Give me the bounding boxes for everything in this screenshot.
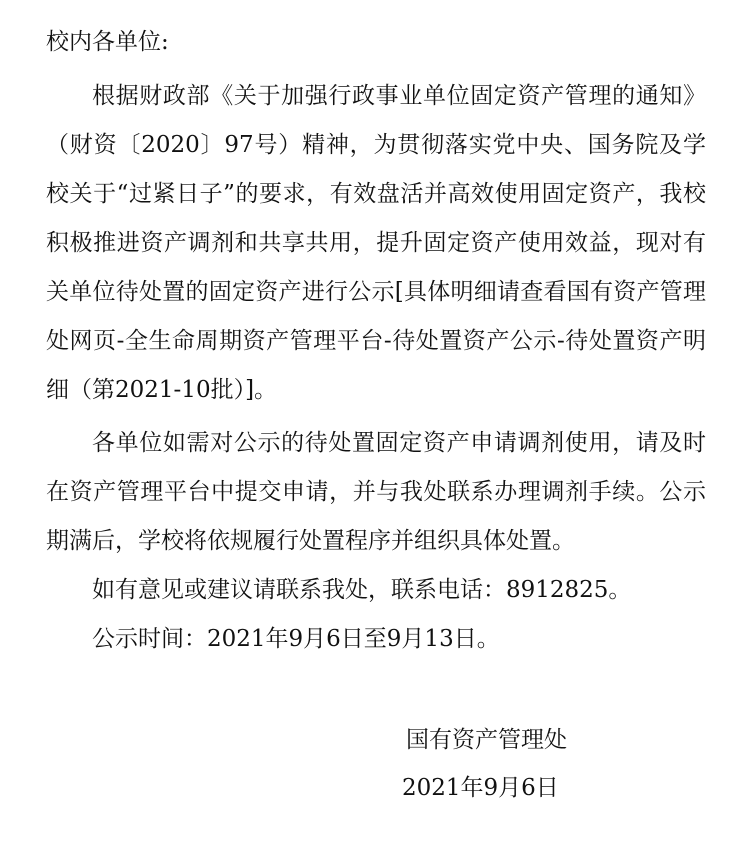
- paragraph-notice-period: 公示时间：2021年9月6日至9月13日。: [92, 626, 500, 652]
- paragraph-announcement: 根据财政部《关于加强行政事业单位固定资产管理的通知》（财资〔2020〕97号）精神，为贯彻落实党中央、国务院及学校关于“过紧日子”的要求，有效盘活并高效使用固定资产，我校积极推进资产调剂和共享共用，提升固定资产使用效益，现对有关单位待处置的固定资产进行公示[具体明细请查看国有资产管理处网页-全生命周期资产管理平台-待处置资产公示-待处置资产明细（第2021-10批）]。: [46, 83, 706, 403]
- salutation: 校内各单位:: [46, 29, 169, 55]
- signature-organization: 国有资产管理处: [406, 727, 567, 753]
- signature-date: 2021年9月6日: [402, 775, 559, 801]
- paragraph-contact: 如有意见或建议请联系我处，联系电话：8912825。: [92, 577, 632, 603]
- paragraph-application: 各单位如需对公示的待处置固定资产申请调剂使用，请及时在资产管理平台中提交申请，并与我处联系办理调剂手续。公示期满后，学校将依规履行处置程序并组织具体处置。: [46, 430, 706, 554]
